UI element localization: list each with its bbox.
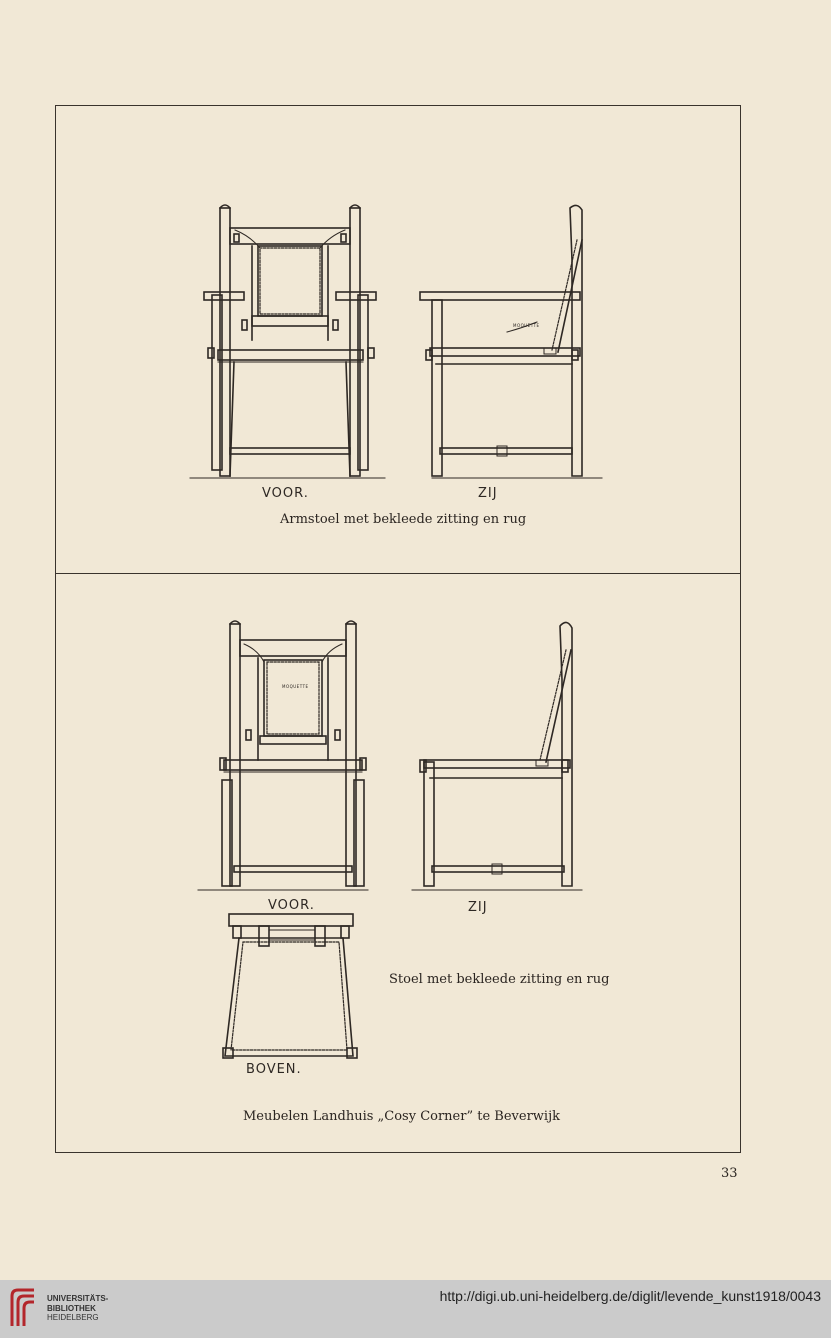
- armchair-front-label: VOOR.: [262, 486, 309, 501]
- chair-side-label: ZIJ: [468, 900, 488, 915]
- chair-front-label: VOOR.: [268, 898, 315, 913]
- armchair-side-drawing: [412, 200, 612, 490]
- library-name-line3: HEIDELBERG: [47, 1313, 99, 1322]
- armchair-front-drawing: [190, 200, 390, 490]
- chair-caption: Stoel met bekleede zitting en rug: [389, 972, 610, 987]
- armchair-side-label: ZIJ: [478, 486, 498, 501]
- plate-main-caption: Meubelen Landhuis „Cosy Corner” te Beverwijk: [243, 1109, 560, 1124]
- library-name-line1: UNIVERSITÄTS-: [47, 1294, 109, 1303]
- library-name: [47, 1294, 108, 1323]
- chair-fabric-note: MOQUETTE: [282, 684, 309, 689]
- permalink-url[interactable]: http://digi.ub.uni-heidelberg.de/diglit/levende_kunst1918/0043: [439, 1288, 821, 1304]
- chair-side-drawing: [412, 620, 592, 900]
- plate-divider: [55, 573, 741, 574]
- plate-frame: [55, 105, 741, 1153]
- library-name-line2: BIBLIOTHEK: [47, 1303, 96, 1313]
- library-logo-icon[interactable]: [8, 1286, 38, 1330]
- page-number: 33: [721, 1166, 738, 1181]
- library-footer-bar: [0, 1280, 831, 1338]
- chair-top-label: BOVEN.: [246, 1062, 302, 1077]
- armchair-caption: Armstoel met bekleede zitting en rug: [280, 512, 527, 527]
- armchair-fabric-note: MOQUETTE: [513, 323, 540, 328]
- chair-front-drawing: [198, 620, 378, 900]
- chair-top-drawing: [215, 910, 365, 1065]
